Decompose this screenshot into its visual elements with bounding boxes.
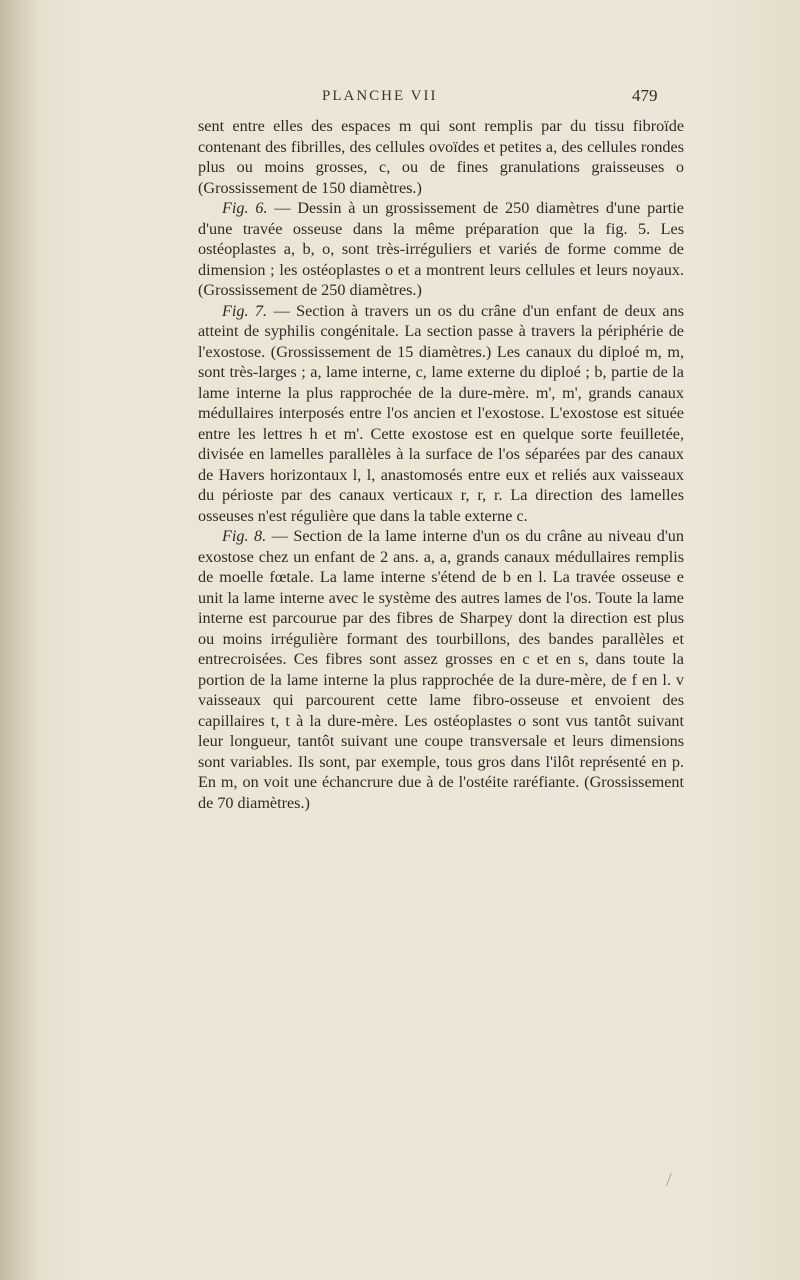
figure-label: Fig. 6. bbox=[222, 199, 268, 217]
page-number: 479 bbox=[632, 86, 658, 105]
paragraph-fig-6 bbox=[198, 198, 684, 301]
pencil-mark bbox=[666, 1173, 679, 1189]
paragraph-text: — Section à travers un os du crâne d'un enfant de deux ans atteint de syphilis congénitale. La section passe à travers la périphérie de l'exostose. (Grossissement de 15 diamètres.) Les canaux du diploé m, m, sont très-larges ; a, lame interne, c, lame externe du diploé ; b, partie de la lame interne la plus rapprochée de la dure-mère. m', m', grands canaux médullaires interposés entre l'os ancien et l'exostose. L'exostose est située entre les lettres h et m'. Cette exostose est en quelque sorte feuilletée, divisée en lamelles parallèles à la surface de l'os séparées par des canaux de Havers horizontaux l, l, anastomosés entre eux et reliés aux vaisseaux du périoste par des canaux verticaux r, r, r. La direction des lamelles osseuses n'est régulière que dans la table externe c. bbox=[198, 301, 684, 525]
page-header bbox=[0, 88, 800, 112]
binding-shadow bbox=[0, 0, 40, 1280]
paragraph-text: — Dessin à un grossissement de 250 diamètres d'une partie d'une travée osseuse dans la même préparation que la fig. 5. Les ostéoplastes a, b, o, sont très-irréguliers et variés de forme comme de dimension ; les ostéoplastes o et a montrent leurs cellules et leurs noyaux. (Grossissement de 250 diamètres.) bbox=[198, 199, 684, 299]
paragraph-fig-7 bbox=[198, 301, 684, 527]
figure-label: Fig. 8. bbox=[222, 527, 267, 545]
running-head: PLANCHE VII bbox=[322, 88, 438, 104]
body-text bbox=[198, 116, 684, 813]
paragraph-continuation bbox=[198, 116, 684, 198]
paragraph-text: sent entre elles des espaces m qui sont remplis par du tissu fibroïde contenant des fibrilles, des cellules ovoïdes et petites a, des cellules rondes plus ou moins grosses, c, ou de fines granulations graisseuses o (Grossissement de 150 diamètres.) bbox=[198, 117, 684, 197]
paragraph-fig-8 bbox=[198, 526, 684, 813]
paragraph-text: — Section de la lame interne d'un os du crâne au niveau d'un exostose chez un enfant de 2 ans. a, a, grands canaux médullaires remplis de moelle fœtale. La lame interne s'étend de b en l. La travée osseuse e unit la lame interne avec le système des autres lames de l'os. Toute la lame interne est parcourue par des fibres de Sharpey dont la direction est plus ou moins irrégulière formant des tourbillons, des bandes parallèles et entrecroisées. Ces fibres sont assez grosses en c et en s, dans toute la portion de la lame interne la plus rapprochée de la dure-mère, de f en l. v vaisseaux qui parcourent cette lame fibro-osseuse et envoient des capillaires t, t à la dure-mère. Les ostéoplastes o sont vus tantôt suivant leur longueur, tantôt suivant une coupe transversale et leurs dimensions sont variables. Ils sont, par exemple, tous gros dans l'ilôt représenté en p. En m, on voit une échancrure due à de l'ostéite raréfiante. (Grossissement de 70 diamètres.) bbox=[198, 527, 684, 812]
figure-label: Fig. 7. bbox=[222, 301, 268, 320]
